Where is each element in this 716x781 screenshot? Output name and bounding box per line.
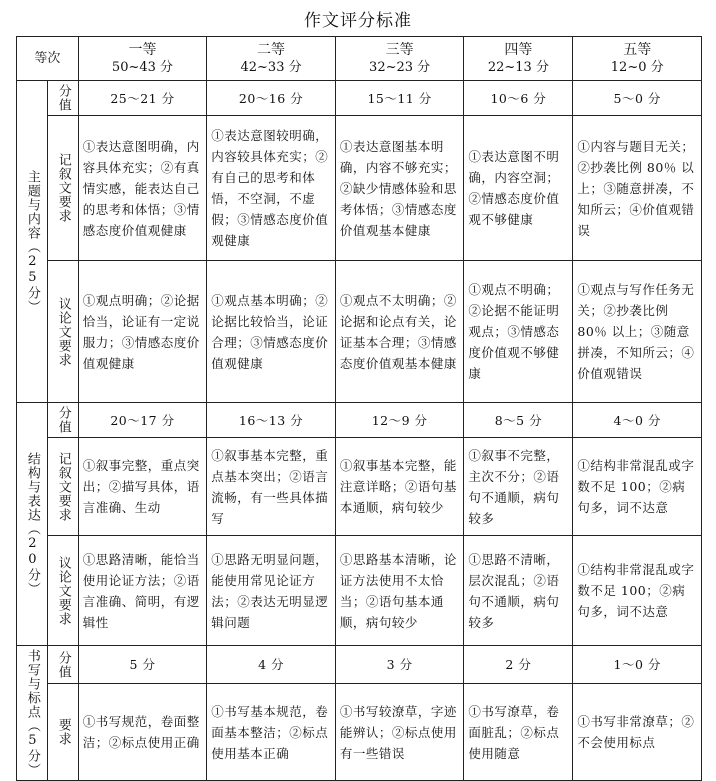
score-cell: 16～13 分: [207, 403, 336, 438]
score-cell: 5 分: [78, 646, 207, 684]
criteria-cell: ①书写较潦草，字迹能辨认；②标点使用有一些错误: [335, 684, 464, 781]
level-header-2: [207, 37, 336, 81]
section1-narrative-row: [17, 116, 702, 261]
criteria-cell: ①思路无明显问题，能使用常见论证方法；②表达无明显逻辑问题: [207, 536, 336, 646]
score-cell: 15～11 分: [335, 81, 464, 116]
criteria-cell: ①思路基本清晰，论证方法使用不太恰当；②语句基本通顺，病句较少: [335, 536, 464, 646]
score-label: 分值: [55, 84, 71, 112]
level-header-5: [573, 37, 702, 81]
score-cell: 1～0 分: [573, 646, 702, 684]
criteria-cell: ①书写潦草，卷面脏乱；②标点使用随意: [464, 684, 573, 781]
page-title: 作文评分标准: [304, 11, 412, 31]
level-header-3: [335, 37, 464, 81]
score-cell: 4～0 分: [573, 403, 702, 438]
score-label-cell: [47, 403, 78, 438]
section-name: 书写与标点（5分）: [24, 649, 40, 777]
level-name: 四等: [504, 41, 533, 58]
criteria-cell: ①叙事基本完整，重点基本突出；②语言流畅，有一些具体描写: [207, 438, 336, 536]
score-label: 分值: [55, 406, 71, 434]
row-label-cell: [47, 261, 78, 403]
section-name: 主题与内容（25分）: [24, 169, 40, 314]
section2-score-row: [17, 403, 702, 438]
criteria-cell: ①叙事完整，重点突出；②描写具体，语言准确、生动: [78, 438, 207, 536]
score-cell: 5～0 分: [573, 81, 702, 116]
level-name: 三等: [385, 41, 414, 58]
level-range: 32~23 分: [369, 59, 431, 75]
criteria-cell: ①观点明确；②论据恰当，论证有一定说服力；③情感态度价值观健康: [78, 261, 207, 403]
criteria-cell: ①表达意图不明确，内容空洞；②情感态度价值观不够健康: [464, 116, 573, 261]
section2-argument-row: [17, 536, 702, 646]
level-label: 等次: [17, 37, 79, 81]
score-cell: 4 分: [207, 646, 336, 684]
row-label: 记叙文要求: [55, 153, 71, 223]
section1-score-row: [17, 81, 702, 116]
level-header-1: [78, 37, 207, 81]
criteria-cell: ①观点与写作任务无关；②抄袭比例 80％ 以上；③随意拼凑，不知所云；④价值观错误: [573, 261, 702, 403]
grading-table: [16, 36, 702, 781]
criteria-cell: ①表达意图基本明确，内容不够充实；②缺少情感体验和思考体悟；③情感态度价值观基本健康: [335, 116, 464, 261]
criteria-cell: ①表达意图明确，内容具体充实；②有真情实感，能表达自己的思考和体悟；③情感态度价值观健康: [78, 116, 207, 261]
row-label: 要求: [55, 718, 71, 747]
criteria-cell: ①观点不明确；②论据不能证明观点；③情感态度价值观不够健康: [464, 261, 573, 403]
row-label-cell: [47, 116, 78, 261]
score-cell: 20～16 分: [207, 81, 336, 116]
score-cell: 3 分: [335, 646, 464, 684]
score-label-cell: [47, 646, 78, 684]
row-label-cell: [47, 684, 78, 781]
score-cell: 2 分: [464, 646, 573, 684]
score-label-cell: [47, 81, 78, 116]
level-range: 50~43 分: [111, 59, 174, 75]
criteria-cell: ①叙事不完整，主次不分；②语句不通顺，病句较多: [464, 438, 573, 536]
section1-argument-row: [17, 261, 702, 403]
level-name: 二等: [257, 41, 286, 58]
row-label: 议论文要求: [55, 296, 71, 367]
level-range: 12~0 分: [610, 59, 664, 75]
score-cell: 8～5 分: [464, 403, 573, 438]
criteria-cell: ①书写非常潦草；②不会使用标点: [573, 684, 702, 781]
row-label: 记叙文要求: [55, 451, 71, 522]
criteria-cell: ①结构非常混乱或字数不足 100；②病句多，词不达意: [573, 438, 702, 536]
criteria-cell: ①结构非常混乱或字数不足 100；②病句多，词不达意: [573, 536, 702, 646]
level-header-4: [464, 37, 573, 81]
level-name: 一等: [128, 41, 157, 58]
row-label-cell: [47, 536, 78, 646]
section-label: [17, 81, 48, 403]
score-cell: 25～21 分: [78, 81, 207, 116]
section2-narrative-row: [17, 438, 702, 536]
section-label: [17, 646, 48, 781]
level-range: 22~13 分: [487, 59, 549, 75]
score-cell: 20～17 分: [78, 403, 207, 438]
criteria-cell: ①思路清晰，能恰当使用论证方法；②语言准确、简明，有逻辑性: [78, 536, 207, 646]
criteria-cell: ①书写基本规范，卷面基本整洁；②标点使用基本正确: [207, 684, 336, 781]
criteria-cell: ①内容与题目无关；②抄袭比例 80％ 以上；③随意拼凑，不知所云；④价值观错误: [573, 116, 702, 261]
section-name: 结构与表达（20分）: [24, 452, 40, 596]
criteria-cell: ①叙事基本完整，能注意详略；②语句基本通顺，病句较少: [335, 438, 464, 536]
criteria-cell: ①书写规范，卷面整洁；②标点使用正确: [78, 684, 207, 781]
criteria-cell: ①表达意图较明确，内容较具体充实；②有自己的思考和体悟，不空洞，不虚假；③情感态度价值观健康: [207, 116, 336, 261]
row-label: 议论文要求: [55, 555, 71, 626]
row-label-cell: [47, 438, 78, 536]
criteria-cell: ①思路不清晰，层次混乱；②语句不通顺，病句较多: [464, 536, 573, 646]
header-row: [17, 37, 702, 81]
criteria-cell: ①观点不太明确；②论据和论点有关，论证基本合理；③情感态度价值观基本健康: [335, 261, 464, 403]
section-label: [17, 403, 48, 646]
level-name: 五等: [623, 41, 652, 58]
criteria-cell: ①观点基本明确；②论据比较恰当，论证合理；③情感态度价值观健康: [207, 261, 336, 403]
score-cell: 12～9 分: [335, 403, 464, 438]
score-label: 分值: [55, 650, 71, 679]
section3-score-row: [17, 646, 702, 684]
score-cell: 10～6 分: [464, 81, 573, 116]
section3-requirement-row: [17, 684, 702, 781]
level-range: 42~33 分: [240, 59, 302, 75]
